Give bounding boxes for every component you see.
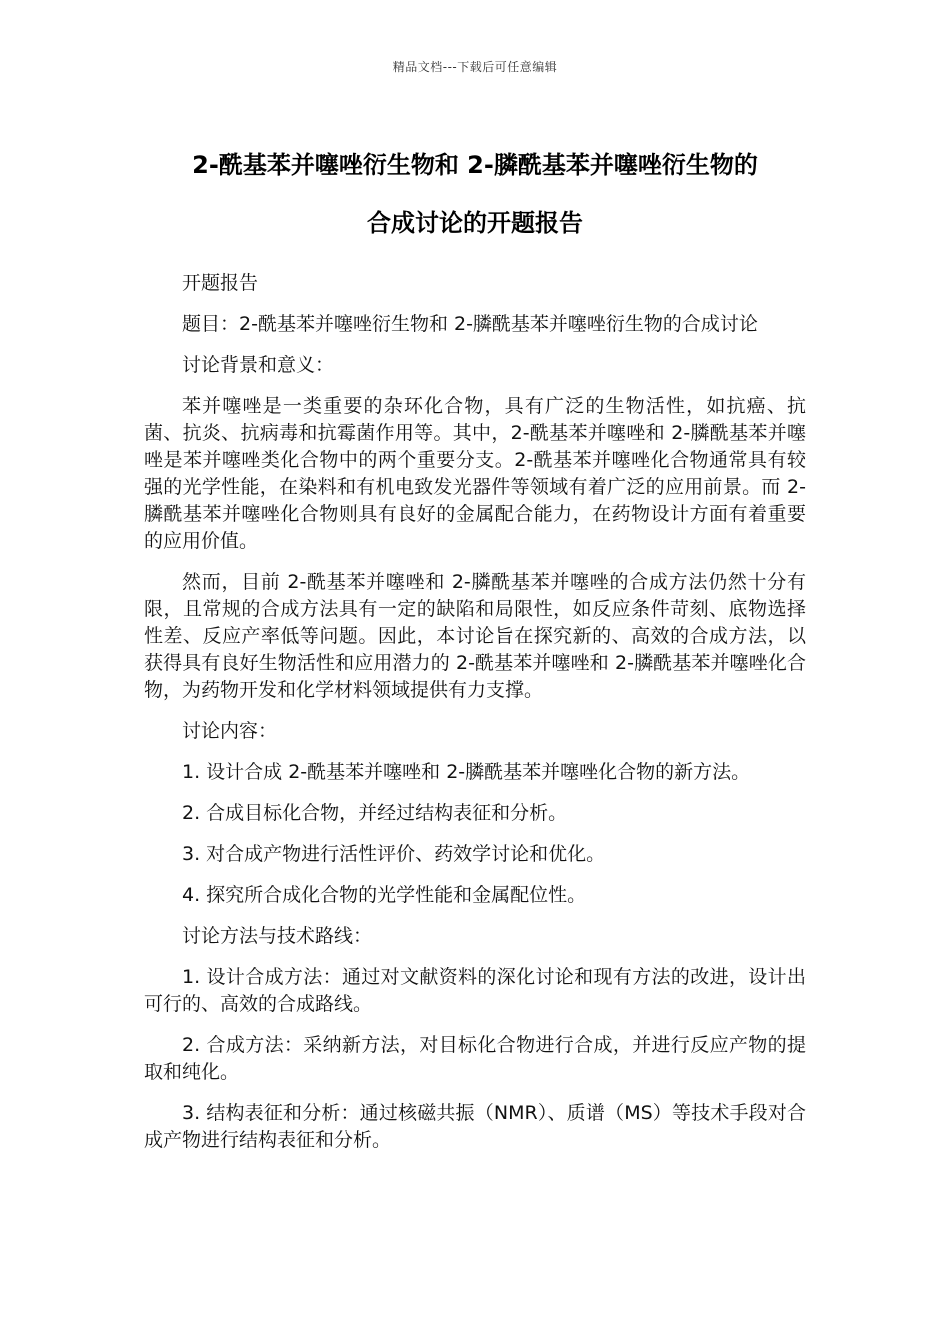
heading-background: 讨论背景和意义： — [182, 354, 335, 376]
title-line-1: 2-酰基苯并噻唑衍生物和 2-膦酰基苯并噻唑衍生物的 — [192, 151, 758, 179]
paragraph-background-2: 然而，目前 2-酰基苯并噻唑和 2-膦酰基苯并噻唑的合成方法仍然十分有限，且常规的合成方法具有一定的缺陷和局限性，如反应条件苛刻、底物选择性差、反应产率低等问题。因此，本讨论旨在探究新的、高效的合成方法，以获得具有良好生物活性和应用潜力的 2-酰基苯并噻唑和 2-膦酰基苯并噻唑化合物，为药物开发和化学材料领域提供有力支撑。 — [144, 571, 806, 701]
heading-content: 讨论内容： — [182, 720, 278, 742]
heading-methods: 讨论方法与技术路线： — [182, 925, 373, 947]
method-item-2: 2. 合成方法：采纳新方法，对目标化合物进行合成，并进行反应产物的提取和纯化。 — [144, 1034, 806, 1083]
content-item-2: 2. 合成目标化合物，并经过结构表征和分析。 — [182, 802, 568, 824]
method-item-3: 3. 结构表征和分析：通过核磁共振（NMR）、质谱（MS）等技术手段对合成产物进行结构表征和分析。 — [144, 1102, 806, 1151]
document-title — [130, 136, 820, 252]
paragraph-background-1: 苯并噻唑是一类重要的杂环化合物，具有广泛的生物活性，如抗癌、抗菌、抗炎、抗病毒和抗霉菌作用等。其中，2-酰基苯并噻唑和 2-膦酰基苯并噻唑是苯并噻唑类化合物中的两个重要分支。2-酰基苯并噻唑化合物通常具有较强的光学性能，在染料和有机电致发光器件等领域有着广泛的应用前景。而 2-膦酰基苯并噻唑化合物则具有良好的金属配合能力，在药物设计方面有着重要的应用价值。 — [144, 395, 806, 552]
content-item-3: 3. 对合成产物进行活性评价、药效学讨论和优化。 — [182, 843, 606, 865]
content-item-1: 1. 设计合成 2-酰基苯并噻唑和 2-膦酰基苯并噻唑化合物的新方法。 — [182, 761, 751, 783]
paragraph-report-label: 开题报告 — [182, 272, 259, 294]
content-item-4: 4. 探究所合成化合物的光学性能和金属配位性。 — [182, 884, 587, 906]
header-note: 精品文档---下载后可任意编辑 — [392, 60, 558, 74]
paragraph-topic: 题目：2-酰基苯并噻唑衍生物和 2-膦酰基苯并噻唑衍生物的合成讨论 — [182, 313, 758, 335]
title-line-2: 合成讨论的开题报告 — [367, 209, 583, 237]
method-item-1: 1. 设计合成方法：通过对文献资料的深化讨论和现有方法的改进，设计出可行的、高效的合成路线。 — [144, 966, 806, 1015]
document-body — [144, 270, 806, 1168]
